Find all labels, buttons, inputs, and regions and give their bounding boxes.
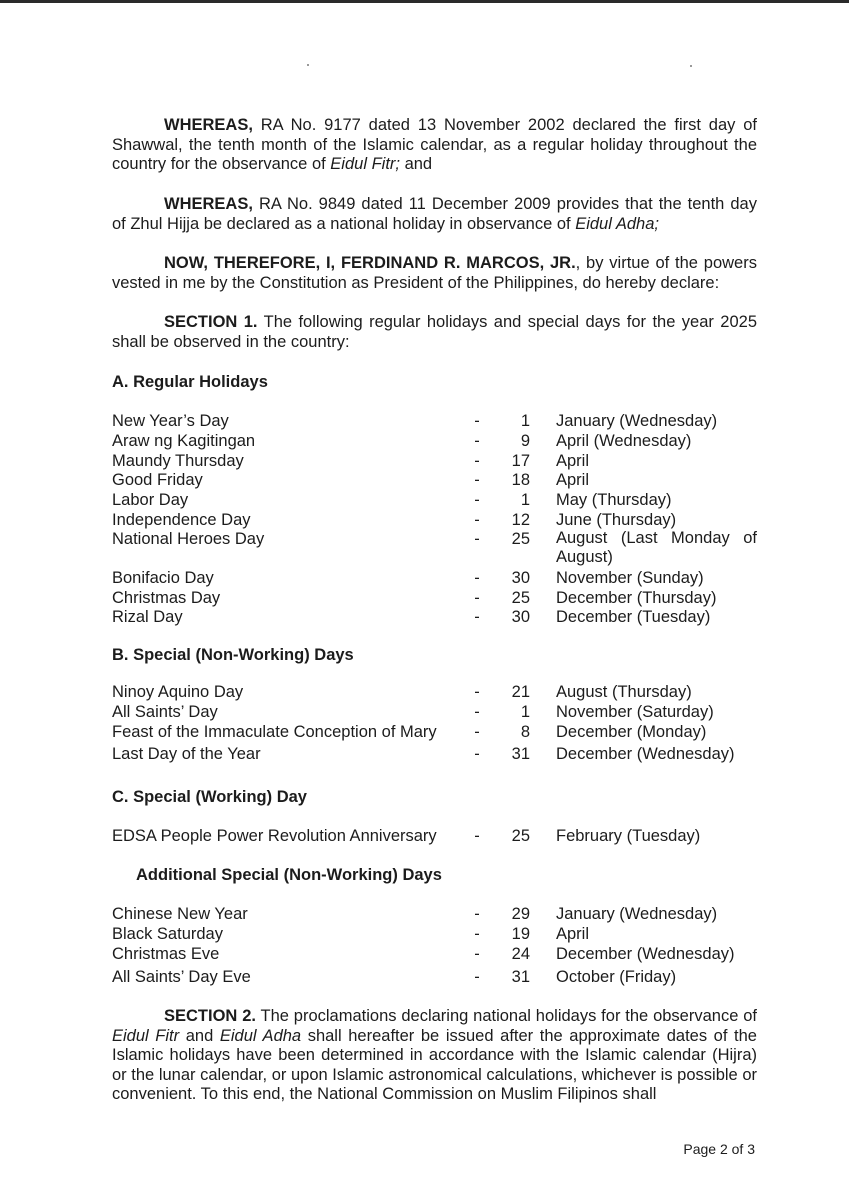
now-therefore-paragraph bbox=[112, 254, 757, 293]
holiday-day: 1 bbox=[520, 412, 530, 430]
holiday-row bbox=[0, 470, 849, 490]
holiday-name: Good Friday bbox=[112, 471, 203, 489]
holiday-row bbox=[0, 568, 849, 588]
holiday-name: Bonifacio Day bbox=[112, 569, 214, 587]
holiday-day: 31 bbox=[511, 968, 530, 986]
whereas-tail: and bbox=[399, 155, 433, 173]
holiday-date: November (Sunday) bbox=[556, 569, 704, 587]
whereas-body: RA No. 9177 dated 13 November 2002 declared the first day of Shawwal, the tenth month of the Islamic calendar, as a regular holiday throughout the country for the observance of bbox=[112, 116, 757, 173]
holiday-row bbox=[0, 924, 849, 944]
holiday-date: April bbox=[556, 925, 590, 943]
holiday-row bbox=[0, 722, 849, 742]
holiday-row bbox=[0, 588, 849, 608]
holiday-date: December (Monday) bbox=[556, 723, 707, 741]
separator: - bbox=[474, 452, 480, 470]
heading-special-working-day: C. Special (Working) Day bbox=[112, 788, 307, 806]
holiday-name: National Heroes Day bbox=[112, 530, 265, 548]
holiday-day: 18 bbox=[511, 471, 530, 489]
separator: - bbox=[474, 491, 480, 509]
holiday-name: Independence Day bbox=[112, 511, 251, 529]
holiday-name: All Saints’ Day bbox=[112, 703, 218, 721]
holiday-row bbox=[0, 944, 849, 964]
holiday-day: 8 bbox=[520, 723, 530, 741]
separator: - bbox=[474, 530, 480, 548]
holiday-name: Rizal Day bbox=[112, 608, 183, 626]
holiday-date: December (Wednesday) bbox=[556, 945, 735, 963]
holiday-name: New Year’s Day bbox=[112, 412, 229, 430]
holiday-day: 25 bbox=[511, 827, 530, 845]
holiday-day: 25 bbox=[511, 530, 530, 548]
holiday-day: 24 bbox=[511, 945, 530, 963]
holiday-date: June (Thursday) bbox=[556, 511, 677, 529]
holiday-day: 19 bbox=[511, 925, 530, 943]
holiday-name-eidul-fitr: Eidul Fitr bbox=[112, 1026, 180, 1045]
holiday-name: Last Day of the Year bbox=[112, 745, 261, 763]
holiday-date: December (Wednesday) bbox=[556, 745, 735, 763]
holiday-date: April (Wednesday) bbox=[556, 432, 692, 450]
whereas-body: RA No. 9849 dated 11 December 2009 provides that the tenth day of Zhul Hijja be declared as a national holiday in observance of bbox=[112, 195, 757, 233]
holiday-row bbox=[0, 744, 849, 764]
holiday-row bbox=[0, 529, 849, 566]
holiday-row bbox=[0, 411, 849, 431]
separator: - bbox=[474, 723, 480, 741]
holiday-name-eidul-adha: Eidul Adha; bbox=[575, 214, 659, 233]
holiday-row bbox=[0, 826, 849, 846]
holiday-day: 25 bbox=[511, 589, 530, 607]
holiday-date: January (Wednesday) bbox=[556, 905, 718, 923]
separator: - bbox=[474, 745, 480, 763]
separator: - bbox=[474, 683, 480, 701]
holiday-row bbox=[0, 510, 849, 530]
heading-regular-holidays: A. Regular Holidays bbox=[112, 373, 268, 391]
holiday-day: 1 bbox=[520, 703, 530, 721]
section-2-label: SECTION 2. bbox=[164, 1007, 256, 1025]
holiday-day: 12 bbox=[511, 511, 530, 529]
holiday-day: 17 bbox=[511, 452, 530, 470]
separator: - bbox=[474, 412, 480, 430]
page-number: Page 2 of 3 bbox=[683, 1141, 755, 1157]
holiday-name-eidul-fitr: Eidul Fitr; bbox=[330, 155, 400, 173]
separator: - bbox=[474, 905, 480, 923]
holiday-date: August (Thursday) bbox=[556, 683, 692, 701]
whereas-lead: WHEREAS, bbox=[164, 116, 253, 134]
declaration-body: , by virtue of the powers vested in me by the Constitution as President of the Philippines, do hereby declare: bbox=[112, 254, 757, 292]
holiday-date: February (Tuesday) bbox=[556, 827, 701, 845]
holiday-name: All Saints’ Day Eve bbox=[112, 968, 251, 986]
holiday-day: 31 bbox=[511, 745, 530, 763]
heading-special-nonworking-days: B. Special (Non-Working) Days bbox=[112, 646, 354, 664]
separator: - bbox=[474, 968, 480, 986]
holiday-name: Chinese New Year bbox=[112, 905, 248, 923]
holiday-day: 30 bbox=[511, 569, 530, 587]
holiday-name: Christmas Eve bbox=[112, 945, 220, 963]
holiday-row bbox=[0, 702, 849, 722]
holiday-date: December (Tuesday) bbox=[556, 608, 711, 626]
separator: - bbox=[474, 925, 480, 943]
section-2-paragraph bbox=[112, 1007, 757, 1105]
separator: - bbox=[474, 703, 480, 721]
holiday-row bbox=[0, 431, 849, 451]
holiday-row bbox=[0, 607, 849, 627]
section-2-body: shall hereafter be issued after the approximate dates of the Islamic holidays have been determined in accordance with the Islamic calendar (Hijra) or the lunar calendar, or upon Islamic astronomical calculations, whichever is possible or convenient. To this end, the National Commission on Muslim Filipinos shall bbox=[112, 1026, 757, 1103]
scan-speck bbox=[690, 65, 692, 67]
separator: - bbox=[474, 608, 480, 626]
separator: - bbox=[474, 511, 480, 529]
section-1-label: SECTION 1. bbox=[164, 313, 258, 331]
holiday-day: 29 bbox=[511, 905, 530, 923]
holiday-name: Christmas Day bbox=[112, 589, 221, 607]
holiday-day: 1 bbox=[520, 491, 530, 509]
whereas-paragraph-ra9177 bbox=[112, 116, 757, 175]
holiday-name: Ninoy Aquino Day bbox=[112, 683, 244, 701]
separator: - bbox=[474, 827, 480, 845]
holiday-name: Feast of the Immaculate Conception of Mary bbox=[112, 723, 437, 741]
separator: - bbox=[474, 945, 480, 963]
holiday-day: 30 bbox=[511, 608, 530, 626]
section-2-body: and bbox=[179, 1026, 220, 1045]
holiday-date: May (Thursday) bbox=[556, 491, 672, 509]
separator: - bbox=[474, 432, 480, 450]
holiday-name: EDSA People Power Revolution Anniversary bbox=[112, 827, 437, 845]
holiday-date: November (Saturday) bbox=[556, 703, 714, 721]
holiday-date: January (Wednesday) bbox=[556, 412, 718, 430]
holiday-date: April bbox=[556, 471, 590, 489]
holiday-row bbox=[0, 451, 849, 471]
holiday-day: 21 bbox=[511, 683, 530, 701]
section-1-paragraph bbox=[112, 313, 757, 352]
holiday-day: 9 bbox=[520, 432, 530, 450]
holiday-date: December (Thursday) bbox=[556, 589, 717, 607]
holiday-row bbox=[0, 682, 849, 702]
scan-top-edge bbox=[0, 0, 849, 3]
declaration-lead: NOW, THEREFORE, I, FERDINAND R. MARCOS, JR. bbox=[164, 254, 576, 272]
holiday-row bbox=[0, 967, 849, 987]
whereas-paragraph-ra9849 bbox=[112, 195, 757, 234]
section-1-body: The following regular holidays and special days for the year 2025 shall be observed in the country: bbox=[112, 313, 757, 351]
holiday-name: Black Saturday bbox=[112, 925, 223, 943]
holiday-date: April bbox=[556, 452, 590, 470]
holiday-name: Maundy Thursday bbox=[112, 452, 244, 470]
holiday-name: Araw ng Kagitingan bbox=[112, 432, 256, 450]
section-2-body: The proclamations declaring national holidays for the observance of bbox=[255, 1007, 757, 1025]
separator: - bbox=[474, 589, 480, 607]
separator: - bbox=[474, 471, 480, 489]
whereas-lead: WHEREAS, bbox=[164, 195, 253, 213]
separator: - bbox=[474, 569, 480, 587]
scan-speck bbox=[307, 64, 309, 66]
holiday-row bbox=[0, 490, 849, 510]
holiday-name-eidul-adha: Eidul Adha bbox=[219, 1026, 302, 1045]
holiday-date: August (Last Monday of August) bbox=[556, 529, 757, 566]
holiday-row bbox=[0, 904, 849, 924]
holiday-date: October (Friday) bbox=[556, 968, 677, 986]
heading-additional-special-days: Additional Special (Non-Working) Days bbox=[136, 866, 442, 884]
holiday-name: Labor Day bbox=[112, 491, 189, 509]
